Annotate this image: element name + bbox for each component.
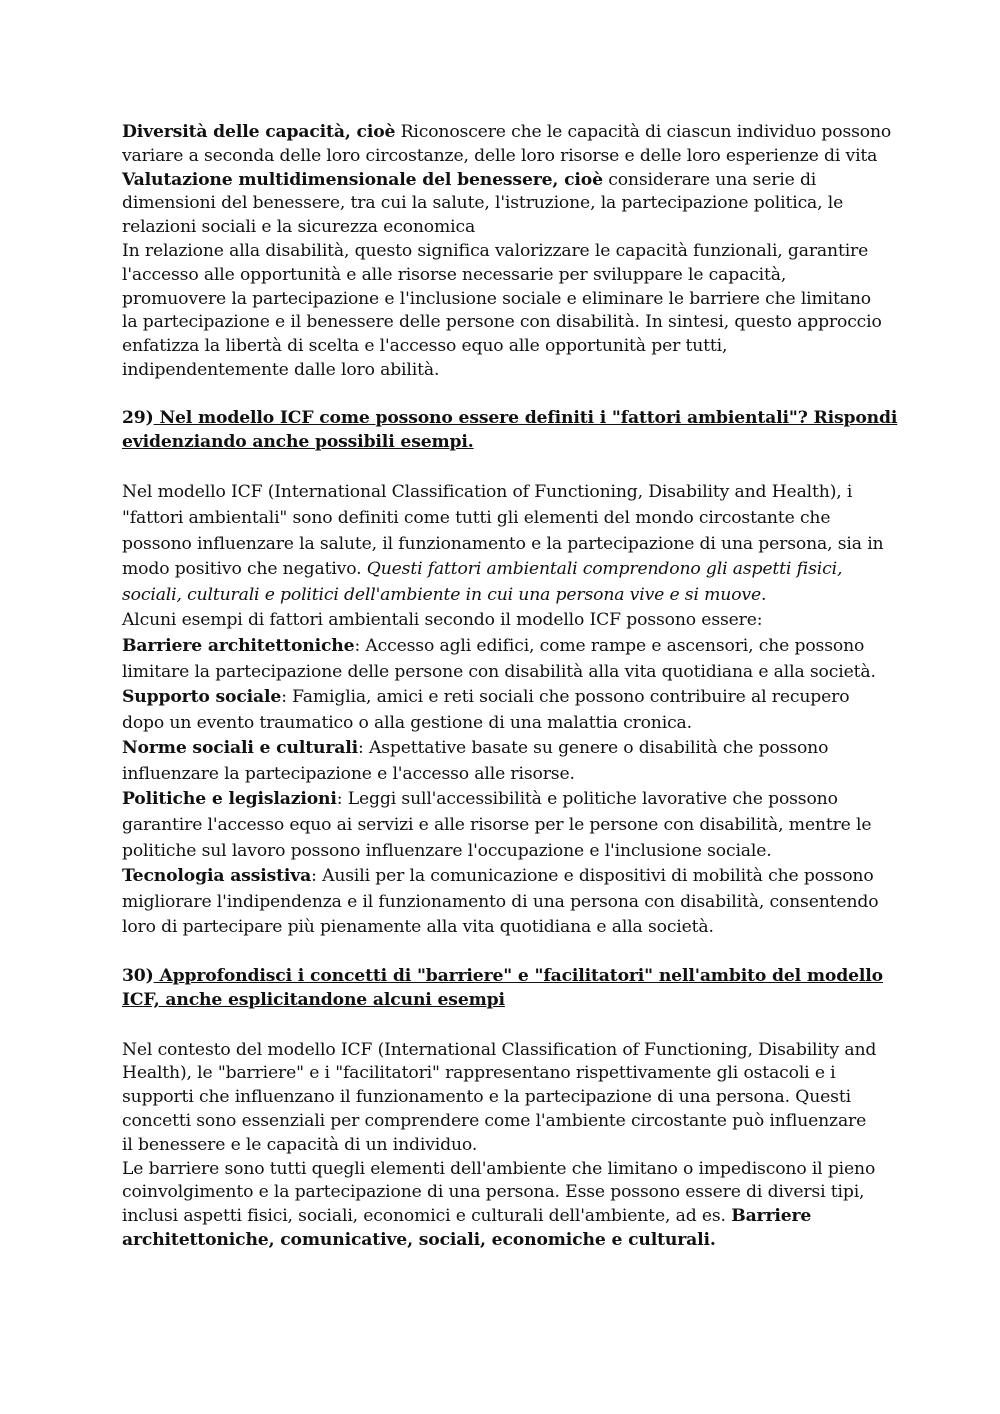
text-line: limitare la partecipazione delle persone con disabilità alla vita quotidiana e alla società. [122,661,876,682]
text-line: garantire l'accesso equo ai servizi e alle risorse per le persone con disabilità, mentre le [122,815,872,836]
text-line: migliorare l'indipendenza e il funzionamento di una persona con disabilità, consentendo [122,891,879,912]
question-number: 29) [122,407,154,428]
question-title: Approfondisci i concetti di "barriere" e "facilitatori" nell'ambito del modello [153,966,883,987]
spacer [122,383,890,407]
text-line: dopo un evento traumatico o alla gestione di una malattia cronica. [122,712,692,733]
question-title: evidenziando anche possibili esempi. [122,431,474,452]
text-line [122,1205,890,1229]
text-line [122,169,890,193]
text-line: l'accesso alle opportunità e alle risorse necessarie per sviluppare le capacità, [122,264,787,285]
italic-run: Questi fattori ambientali comprendono gli aspetti fisici, [366,559,843,580]
text-run: : Accesso agli edifici, come rampe e ascensori, che possono [354,635,865,656]
bold-term: Tecnologia assistiva [122,866,312,887]
text-line: In relazione alla disabilità, questo significa valorizzare le capacità funzionali, garantire [122,240,869,261]
question-30-heading [122,965,890,1013]
question-title: Nel modello ICF come possono essere definiti i "fattori ambientali"? Rispondi [153,407,898,428]
question-number: 30) [122,966,154,987]
bold-term: Barriere architettoniche [122,635,355,656]
spacer [122,1013,890,1039]
answer-30 [122,1039,890,1253]
text-line: promuovere la partecipazione e l'inclusione sociale e eliminare le barriere che limitano [122,288,871,309]
text-run: considerare una serie di [602,169,817,190]
text-line: variare a seconda delle loro circostanze, delle loro risorse e delle loro esperienze di vita [122,145,878,166]
text-line [122,736,890,762]
text-line: Nel modello ICF (International Classification of Functioning, Disability and Health), i [122,482,853,503]
text-line [122,634,890,660]
text-line: supporti che influenzano il funzionamento e la partecipazione di una persona. Questi [122,1087,851,1108]
heading-line [122,431,890,455]
text-line: Le barriere sono tutti quegli elementi dell'ambiente che limitano o impediscono il pieno [122,1158,876,1179]
text-line: concetti sono essenziali per comprendere come l'ambiente circostante può influenzare [122,1111,867,1132]
text-run: : Leggi sull'accessibilità e politiche lavorative che possono [336,789,838,810]
text-line [122,583,890,609]
text-line: architettoniche, comunicative, sociali, economiche e culturali. [122,1230,716,1251]
text-run: modo positivo che negativo. [122,559,367,580]
text-run: inclusi aspetti fisici, sociali, economici e culturali dell'ambiente, ad es. [122,1206,732,1227]
text-line: Nel contesto del modello ICF (International Classification of Functioning, Disability and [122,1039,877,1060]
text-line: Health), le "barriere" e i "facilitatori" rappresentano rispettivamente gli ostacoli e i [122,1063,836,1084]
text-run: . [760,584,767,605]
bold-term: Politiche e legislazioni [122,789,337,810]
text-line [122,787,890,813]
answer-29 [122,480,890,941]
text-line: politiche sul lavoro possono influenzare l'occupazione e l'inclusione sociale. [122,840,772,861]
text-line: indipendentemente dalle loro abilità. [122,359,440,380]
heading-line [122,989,890,1013]
text-line [122,685,890,711]
text-line: coinvolgimento e la partecipazione di una persona. Esse possono essere di diversi tipi, [122,1182,865,1203]
text-line: possono influenzare la salute, il funzionamento e la partecipazione di una persona, sia in [122,533,884,554]
heading-line [122,407,898,431]
text-line: Alcuni esempi di fattori ambientali secondo il modello ICF possono essere: [122,610,763,631]
text-run: : Aspettative basate su genere o disabilità che possono [358,738,829,759]
text-line: "fattori ambientali" sono definiti come tutti gli elementi del mondo circostante che [122,507,831,528]
spacer [122,454,890,480]
text-line: il benessere e le capacità di un individuo. [122,1134,478,1155]
question-title: ICF, anche esplicitandone alcuni esempi [122,989,505,1010]
text-run: : Famiglia, amici e reti sociali che possono contribuire al recupero [281,687,850,708]
text-line: influenzare la partecipazione e l'accesso alle risorse. [122,763,575,784]
text-line: enfatizza la libertà di scelta e l'accesso equo alle opportunità per tutti, [122,336,728,357]
bold-term: Diversità delle capacità, cioè [122,122,396,142]
text-run: Riconoscere che le capacità di ciascun individuo possono [395,122,892,142]
bold-term: Valutazione multidimensionale del benessere, cioè [122,169,603,190]
text-run: : Ausili per la comunicazione e dispositivi di mobilità che possono [311,866,874,887]
text-line [122,864,890,890]
bold-term: Norme sociali e culturali [122,738,358,759]
text-line: la partecipazione e il benessere delle persone con disabilità. In sintesi, questo approccio [122,312,882,333]
text-line: loro di partecipare più pienamente alla vita quotidiana e alla società. [122,917,714,938]
text-line: relazioni sociali e la sicurezza economica [122,217,476,238]
spacer [122,941,890,965]
italic-run: sociali, culturali e politici dell'ambiente in cui una persona vive e si muove [122,584,761,605]
question-29-heading [122,407,898,455]
bold-term: Barriere [731,1206,812,1227]
heading-line [122,965,890,989]
bold-term: Supporto sociale [122,687,282,708]
text-line [122,121,890,145]
text-line: dimensioni del benessere, tra cui la salute, l'istruzione, la partecipazione politica, le [122,193,844,214]
capability-section [122,121,890,383]
text-line [122,557,890,583]
